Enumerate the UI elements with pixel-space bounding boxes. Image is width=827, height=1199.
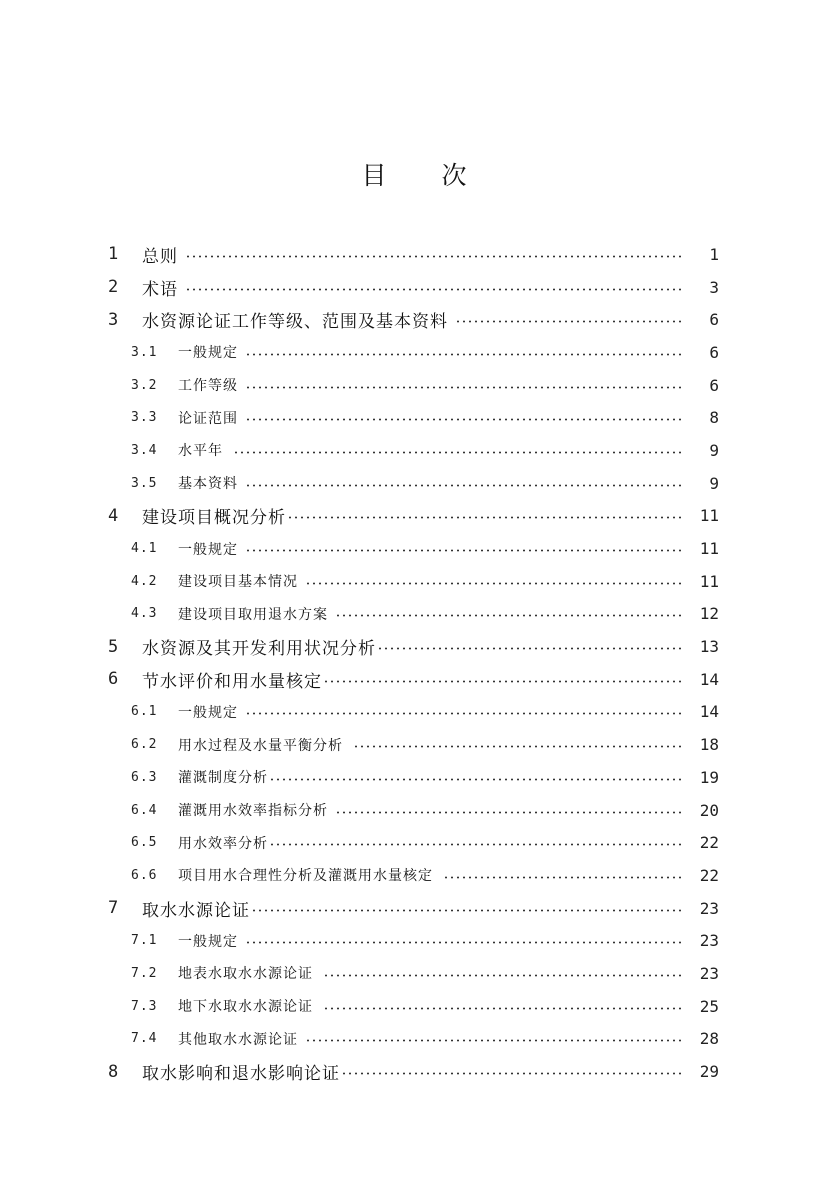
toc-entry[interactable] <box>0 728 827 761</box>
toc-number: 6.1 <box>131 704 158 720</box>
toc-label: 用水效率分析 <box>178 835 268 852</box>
dot-leader <box>288 516 683 519</box>
toc-entry[interactable] <box>0 892 827 925</box>
toc-label: 其他取水水源论证 <box>178 1031 298 1048</box>
toc-page: 9 <box>709 440 719 460</box>
toc-label: 项目用水合理性分析及灌溉用水量核定 <box>178 868 433 885</box>
toc-number: 4.2 <box>131 573 158 589</box>
dot-leader <box>324 680 683 683</box>
toc-label: 取水影响和退水影响论证 <box>142 1064 340 1085</box>
toc-number: 5 <box>108 636 119 657</box>
toc-page: 14 <box>699 669 719 689</box>
toc-page: 14 <box>699 702 719 722</box>
toc-entry[interactable] <box>0 924 827 957</box>
toc-entry[interactable] <box>0 859 827 892</box>
toc-entry[interactable] <box>0 336 827 369</box>
toc-page: 22 <box>699 833 719 853</box>
dot-leader <box>342 1072 683 1075</box>
toc-label: 灌溉制度分析 <box>178 770 268 787</box>
dot-leader <box>231 451 683 454</box>
toc-number: 2 <box>108 277 119 298</box>
dot-leader <box>186 288 683 291</box>
toc-label: 一般规定 <box>178 933 238 950</box>
toc-page: 6 <box>709 375 719 395</box>
toc-number: 3.4 <box>131 442 158 458</box>
dot-leader <box>456 320 683 323</box>
toc-entry[interactable] <box>0 957 827 990</box>
toc-page: 20 <box>699 800 719 820</box>
toc-page: 29 <box>699 1062 719 1082</box>
toc-number: 6.6 <box>131 867 158 883</box>
toc-entry[interactable] <box>0 467 827 500</box>
toc-page: 18 <box>699 735 719 755</box>
toc-entry[interactable] <box>0 500 827 533</box>
dot-leader <box>252 909 683 912</box>
toc-entry[interactable] <box>0 990 827 1023</box>
toc-entry[interactable] <box>0 565 827 598</box>
toc-page: 6 <box>709 310 719 330</box>
toc-entry[interactable] <box>0 630 827 663</box>
toc-label: 节水评价和用水量核定 <box>142 671 322 692</box>
toc-label: 建设项目概况分析 <box>142 508 286 529</box>
title-char-2: 次 <box>441 161 467 190</box>
toc-number: 7.1 <box>131 933 158 949</box>
toc-label: 建设项目基本情况 <box>178 574 298 591</box>
toc-number: 7 <box>108 898 119 919</box>
dot-leader <box>351 745 683 748</box>
dot-leader <box>246 484 683 487</box>
dot-leader <box>321 974 683 977</box>
dot-leader <box>336 614 683 617</box>
toc-number: 4 <box>108 505 119 526</box>
toc-label: 建设项目取用退水方案 <box>178 606 328 623</box>
toc-page: 22 <box>699 865 719 885</box>
toc-entry[interactable] <box>0 826 827 859</box>
toc-entry[interactable] <box>0 663 827 696</box>
toc-number: 4.1 <box>131 541 158 557</box>
toc-entry[interactable] <box>0 761 827 794</box>
toc-label: 水资源论证工作等级、范围及基本资料 <box>142 312 448 333</box>
toc-number: 7.4 <box>131 1031 158 1047</box>
toc-label: 灌溉用水效率指标分析 <box>178 803 328 820</box>
dot-leader <box>246 386 683 389</box>
toc-entry[interactable] <box>0 271 827 304</box>
toc-entry[interactable] <box>0 401 827 434</box>
toc-page: 13 <box>699 637 719 657</box>
toc-page: 3 <box>709 277 719 297</box>
toc-entry[interactable] <box>0 369 827 402</box>
toc-entry[interactable] <box>0 696 827 729</box>
toc-page: 9 <box>709 473 719 493</box>
toc-page: 19 <box>699 767 719 787</box>
toc-label: 术语 <box>142 279 178 300</box>
toc-label: 工作等级 <box>178 378 238 395</box>
toc-label: 一般规定 <box>178 704 238 721</box>
toc-number: 3.2 <box>131 377 158 393</box>
dot-leader <box>336 811 683 814</box>
dot-leader <box>246 549 683 552</box>
toc-entry[interactable] <box>0 238 827 271</box>
toc-label: 地下水取水水源论证 <box>178 999 313 1016</box>
toc-number: 1 <box>108 244 119 265</box>
toc-label: 基本资料 <box>178 476 238 493</box>
toc-label: 水资源及其开发利用状况分析 <box>142 639 376 660</box>
toc-entry[interactable] <box>0 598 827 631</box>
toc-number: 6.3 <box>131 769 158 785</box>
toc-page: 25 <box>699 996 719 1016</box>
dot-leader <box>246 712 683 715</box>
toc-number: 6.5 <box>131 835 158 851</box>
toc-number: 7.2 <box>131 965 158 981</box>
dot-leader <box>246 941 683 944</box>
toc-label: 水平年 <box>178 443 223 460</box>
toc-entry[interactable] <box>0 1023 827 1056</box>
toc-number: 6.4 <box>131 802 158 818</box>
toc-entry[interactable] <box>0 532 827 565</box>
toc-page: 6 <box>709 342 719 362</box>
toc-page: 23 <box>699 963 719 983</box>
toc-label: 取水水源论证 <box>142 900 250 921</box>
toc-page: 23 <box>699 898 719 918</box>
toc-label: 一般规定 <box>178 541 238 558</box>
dot-leader <box>306 1039 683 1042</box>
toc-number: 3.5 <box>131 475 158 491</box>
toc-entry[interactable] <box>0 434 827 467</box>
dot-leader <box>441 876 683 879</box>
toc-label: 一般规定 <box>178 345 238 362</box>
toc-entry[interactable] <box>0 303 827 336</box>
toc-number: 4.3 <box>131 606 158 622</box>
toc-page: 23 <box>699 931 719 951</box>
title-char-1: 目 <box>361 161 387 190</box>
toc-label: 总则 <box>142 246 178 267</box>
dot-leader <box>270 843 683 846</box>
toc-number: 8 <box>108 1061 119 1082</box>
dot-leader <box>246 353 683 356</box>
toc-number: 3.1 <box>131 344 158 360</box>
toc-number: 3.3 <box>131 410 158 426</box>
dot-leader <box>186 255 683 258</box>
toc-page: 11 <box>699 571 719 591</box>
table-of-contents <box>0 238 827 1088</box>
toc-number: 6 <box>108 669 119 690</box>
toc-page: 12 <box>699 604 719 624</box>
page-title <box>0 156 827 192</box>
toc-entry[interactable] <box>0 794 827 827</box>
toc-page: 1 <box>709 244 719 264</box>
toc-number: 7.3 <box>131 998 158 1014</box>
toc-page: 11 <box>699 506 719 526</box>
dot-leader <box>378 647 683 650</box>
toc-label: 地表水取水水源论证 <box>178 966 313 983</box>
toc-label: 论证范围 <box>178 410 238 427</box>
toc-entry[interactable] <box>0 1055 827 1088</box>
dot-leader <box>270 778 683 781</box>
toc-number: 3 <box>108 309 119 330</box>
toc-label: 用水过程及水量平衡分析 <box>178 737 343 754</box>
dot-leader <box>246 418 683 421</box>
dot-leader <box>306 582 683 585</box>
toc-number: 6.2 <box>131 737 158 753</box>
toc-page: 8 <box>709 408 719 428</box>
dot-leader <box>321 1007 683 1010</box>
toc-page: 11 <box>699 539 719 559</box>
toc-page: 28 <box>699 1029 719 1049</box>
